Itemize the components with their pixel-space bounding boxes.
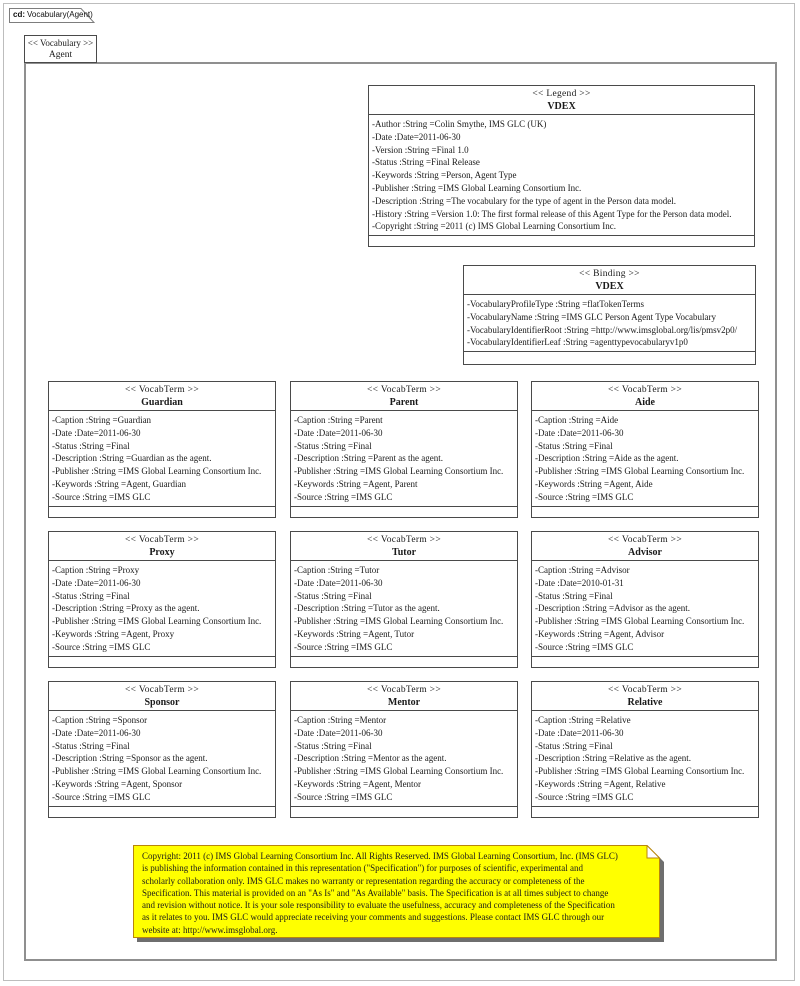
attribute-row: -Caption :String =Parent (294, 415, 383, 425)
class-name: Sponsor (144, 697, 180, 708)
empty-compartment (49, 806, 275, 817)
attribute-row: -Status :String =Final (294, 440, 372, 451)
attribute-row: -Date :Date=2011-06-30 (52, 577, 141, 588)
attribute-row: -Publisher :String =IMS Global Learning Consortium Inc. (294, 766, 504, 777)
attribute-row: -Source :String =IMS GLC (294, 641, 393, 652)
vocabterm-box-mentor[interactable] (290, 681, 518, 818)
attribute-row: -VocabularyProfileType :String =flatTokenTerms (467, 299, 644, 309)
vocabterm-box-relative[interactable] (531, 681, 759, 818)
attribute-row: -Status :String =Final (294, 740, 372, 751)
attribute-row: -Keywords :String =Agent, Sponsor (52, 778, 183, 789)
binding-class-box[interactable] (463, 265, 756, 365)
vocabterm-box-aide[interactable] (531, 381, 759, 518)
class-stereotype: << Binding >> (579, 269, 640, 279)
attribute-row: -Keywords :String =Agent, Tutor (294, 628, 415, 639)
note-line: as it relates to you. IMS GLC would appreciate receiving your comments and suggestions. Please contact IMS GLC through our (142, 912, 605, 923)
attribute-row: -Publisher :String =IMS Global Learning Consortium Inc. (52, 466, 262, 477)
attribute-row: -Description :String =Tutor as the agent. (294, 603, 440, 614)
attribute-row: -Date :Date=2011-06-30 (294, 577, 383, 588)
class-title (49, 682, 275, 711)
vocabterm-box-advisor[interactable] (531, 531, 759, 668)
attribute-row: -Description :String =The vocabulary for the type of agent in the Person data model. (372, 195, 676, 206)
empty-compartment (49, 506, 275, 517)
empty-compartment (532, 506, 758, 517)
class-stereotype: << VocabTerm >> (608, 685, 682, 695)
class-stereotype: << VocabTerm >> (608, 535, 682, 545)
attribute-row: -Source :String =IMS GLC (52, 641, 151, 652)
attribute-row: -Caption :String =Aide (535, 415, 619, 425)
class-name: Guardian (141, 397, 183, 408)
attribute-row: -Description :String =Advisor as the agent. (535, 603, 691, 614)
attribute-row: -VocabularyIdentifierLeaf :String =agenttypevocabularyv1p0 (467, 337, 688, 348)
note-line: Copyright: 2011 (c) IMS Global Learning Consortium Inc. All Rights Reserved. IMS Global Learning Consortium, Inc. (IMS GLC) (142, 851, 618, 861)
class-stereotype: << VocabTerm >> (125, 685, 199, 695)
attribute-row: -Caption :String =Relative (535, 715, 631, 725)
class-name: VDEX (595, 281, 624, 292)
attribute-row: -Source :String =IMS GLC (294, 491, 393, 502)
class-stereotype: << VocabTerm >> (367, 385, 441, 395)
attribute-row: -Description :String =Guardian as the agent. (52, 453, 212, 464)
attribute-row: -Keywords :String =Agent, Advisor (535, 628, 665, 639)
class-title (464, 266, 755, 295)
attributes-compartment (532, 711, 758, 806)
class-stereotype: << Legend >> (532, 89, 591, 99)
note-line: scholarly collaboration only. IMS GLC makes no warranty or representation regarding the accuracy or completeness of the (142, 875, 585, 886)
vocabterm-box-sponsor[interactable] (48, 681, 276, 818)
empty-compartment (464, 351, 755, 364)
attribute-row: -Date :Date=2011-06-30 (52, 727, 141, 738)
attribute-row: -Publisher :String =IMS Global Learning Consortium Inc. (535, 766, 745, 777)
tab-title: Vocabulary(Agent) (27, 10, 93, 19)
attribute-row: -Publisher :String =IMS Global Learning Consortium Inc. (52, 616, 262, 627)
class-stereotype: << VocabTerm >> (125, 385, 199, 395)
vocabterm-box-proxy[interactable] (48, 531, 276, 668)
class-stereotype: << VocabTerm >> (125, 535, 199, 545)
attribute-row: -Caption :String =Advisor (535, 565, 630, 575)
empty-compartment (291, 656, 517, 667)
attribute-row: -Description :String =Relative as the agent. (535, 753, 692, 764)
note-line: Specification. This material is provided on an "As Is" and "As Available" basis. The Specification is at all times subject to change (142, 887, 609, 898)
attribute-row: -Status :String =Final (52, 440, 130, 451)
copyright-note[interactable] (133, 845, 664, 942)
note-line: and revision without notice. It is your sole responsibility to evaluate the usefulness, accuracy and completeness of the Specification (142, 900, 615, 911)
attribute-row: -Description :String =Proxy as the agent. (52, 603, 200, 614)
frame-label[interactable] (24, 35, 97, 63)
attribute-row: -Date :Date=2011-06-30 (535, 727, 624, 738)
attribute-row: -Caption :String =Proxy (52, 565, 140, 575)
attribute-row: -Date :Date=2011-06-30 (294, 427, 383, 438)
attribute-row: -Caption :String =Mentor (294, 715, 387, 725)
vocabterm-box-guardian[interactable] (48, 381, 276, 518)
class-title (532, 682, 758, 711)
class-title (291, 532, 517, 561)
attribute-row: -Source :String =IMS GLC (535, 641, 634, 652)
note-text (142, 850, 644, 936)
attribute-row: -Date :Date=2011-06-30 (294, 727, 383, 738)
class-title (49, 382, 275, 411)
empty-compartment (49, 656, 275, 667)
empty-compartment (532, 806, 758, 817)
attribute-row: -Publisher :String =IMS Global Learning Consortium Inc. (52, 766, 262, 777)
attribute-row: -VocabularyIdentifierRoot :String =http://www.imsglobal.org/lis/pmsv2p0/ (467, 324, 738, 335)
class-name: Tutor (391, 547, 417, 558)
attribute-row: -Status :String =Final (52, 740, 130, 751)
empty-compartment (291, 806, 517, 817)
attributes-compartment (49, 561, 275, 656)
attribute-row: -Keywords :String =Agent, Guardian (52, 478, 187, 489)
class-name: Mentor (387, 697, 421, 708)
class-title (291, 382, 517, 411)
attributes-compartment (532, 411, 758, 506)
attribute-row: -Keywords :String =Agent, Relative (535, 778, 666, 789)
attribute-row: -Description :String =Aide as the agent. (535, 453, 679, 464)
attribute-row: -VocabularyName :String =IMS GLC Person Agent Type Vocabulary (467, 311, 716, 322)
tab-prefix: cd: (13, 10, 25, 19)
class-title (49, 532, 275, 561)
attribute-row: -Caption :String =Sponsor (52, 715, 148, 725)
tab-text (13, 10, 93, 19)
attribute-row: -Publisher :String =IMS Global Learning Consortium Inc. (294, 616, 504, 627)
class-title (532, 382, 758, 411)
attribute-row: -Caption :String =Guardian (52, 415, 152, 425)
attribute-row: -Status :String =Final Release (372, 157, 480, 168)
attributes-compartment (49, 711, 275, 806)
attribute-row: -Date :Date=2011-06-30 (52, 427, 141, 438)
attribute-row: -Keywords :String =Agent, Parent (294, 478, 418, 489)
attribute-row: -Date :Date=2011-06-30 (372, 131, 461, 142)
class-name: VDEX (547, 101, 576, 112)
attribute-row: -Version :String =Final 1.0 (372, 144, 469, 155)
empty-compartment (291, 506, 517, 517)
attribute-row: -Publisher :String =IMS Global Learning Consortium Inc. (294, 466, 504, 477)
class-title (369, 86, 754, 115)
attributes-compartment (369, 115, 754, 235)
attribute-row: -History :String =Version 1.0: The first formal release of this Agent Type for the Person data model. (372, 208, 732, 219)
frame-name: Agent (48, 50, 73, 60)
attribute-row: -Description :String =Sponsor as the agent. (52, 753, 208, 764)
note-line: is publishing the information contained in this representation ("Specification") for purposes of scientific, experimental and (142, 863, 583, 874)
attribute-row: -Keywords :String =Agent, Mentor (294, 778, 422, 789)
class-name: Proxy (149, 547, 175, 558)
class-stereotype: << VocabTerm >> (608, 385, 682, 395)
attribute-row: -Copyright :String =2011 (c) IMS Global Learning Consortium Inc. (372, 221, 616, 232)
attribute-row: -Status :String =Final (535, 440, 613, 451)
attribute-row: -Source :String =IMS GLC (52, 791, 151, 802)
attributes-compartment (291, 411, 517, 506)
class-name: Relative (627, 697, 663, 708)
attributes-compartment (49, 411, 275, 506)
attribute-row: -Date :Date=2010-01-31 (535, 577, 624, 588)
empty-compartment (369, 235, 754, 246)
legend-class-box[interactable] (368, 85, 755, 247)
attribute-row: -Source :String =IMS GLC (52, 491, 151, 502)
vocabterm-box-tutor[interactable] (290, 531, 518, 668)
attribute-row: -Publisher :String =IMS Global Learning Consortium Inc. (535, 466, 745, 477)
attribute-row: -Status :String =Final (535, 740, 613, 751)
attribute-row: -Source :String =IMS GLC (535, 491, 634, 502)
class-name: Advisor (628, 547, 662, 558)
note-line: website at: http://www.imsglobal.org. (142, 924, 278, 935)
attribute-row: -Publisher :String =IMS Global Learning Consortium Inc. (535, 616, 745, 627)
attribute-row: -Description :String =Mentor as the agent. (294, 753, 447, 764)
note-fold-icon (647, 846, 660, 859)
class-stereotype: << VocabTerm >> (367, 535, 441, 545)
attribute-row: -Status :String =Final (294, 590, 372, 601)
attribute-row: -Keywords :String =Agent, Proxy (52, 628, 175, 639)
attribute-row: -Status :String =Final (52, 590, 130, 601)
attribute-row: -Source :String =IMS GLC (294, 791, 393, 802)
attributes-compartment (291, 561, 517, 656)
attributes-compartment (532, 561, 758, 656)
attribute-row: -Date :Date=2011-06-30 (535, 427, 624, 438)
class-title (532, 532, 758, 561)
attribute-row: -Description :String =Parent as the agent. (294, 453, 444, 464)
frame-stereotype: << Vocabulary >> (27, 38, 94, 48)
attributes-compartment (291, 711, 517, 806)
class-name: Parent (389, 397, 419, 408)
class-name: Aide (635, 397, 655, 408)
attributes-compartment (464, 295, 755, 351)
attribute-row: -Caption :String =Tutor (294, 565, 380, 575)
class-stereotype: << VocabTerm >> (367, 685, 441, 695)
empty-compartment (532, 656, 758, 667)
attribute-row: -Keywords :String =Person, Agent Type (372, 170, 517, 181)
attribute-row: -Publisher :String =IMS Global Learning Consortium Inc. (372, 182, 582, 193)
vocabterm-box-parent[interactable] (290, 381, 518, 518)
class-title (291, 682, 517, 711)
attribute-row: -Status :String =Final (535, 590, 613, 601)
attribute-row: -Source :String =IMS GLC (535, 791, 634, 802)
attribute-row: -Keywords :String =Agent, Aide (535, 478, 653, 489)
attribute-row: -Author :String =Colin Smythe, IMS GLC (UK) (372, 119, 547, 129)
diagram-title-tab (9, 8, 95, 23)
